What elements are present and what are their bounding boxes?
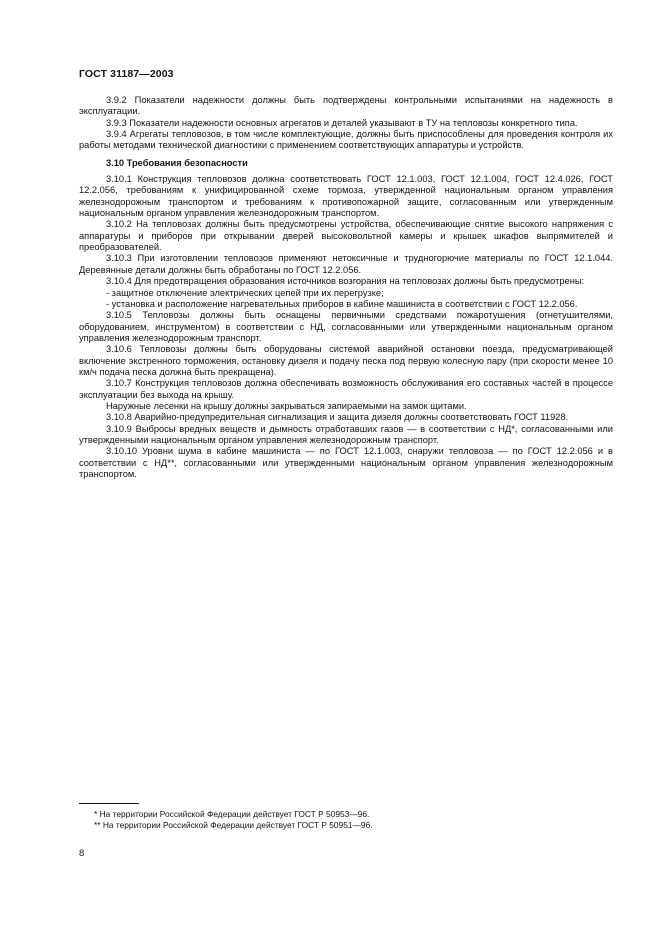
section-heading-3-10: 3.10 Требования безопасности [106, 157, 248, 168]
document-body [79, 95, 613, 480]
paragraph-3-10-3: 3.10.3 При изготовлении тепловозов применяют нетоксичные и трудногорючие материалы по ГОСТ 12.1.044. Деревянные детали должны быть обработаны по ГОСТ 12.2.056. [79, 253, 613, 275]
paragraph-3-10-1: 3.10.1 Конструкция тепловозов должна соответствовать ГОСТ 12.1.003, ГОСТ 12.1.004, ГОСТ 12.4.026, ГОСТ 12.2.056, требованиям к унифицированной схеме тормоза, утвержденной национальным органом управления железнодорожным транспортом и требованиям к противопожарной защите, согласованным или утвержденным национальным органом управления железнодорожным транспортом. [79, 174, 613, 219]
paragraph-3-10-2: 3.10.2 На тепловозах должны быть предусмотрены устройства, обеспечивающие снятие высокого напряжения с аппаратуры и приборов при открывании дверей высоковольтной камеры и крышек шкафов выпрямителей и преобразователей. [79, 219, 613, 253]
page-number: 8 [79, 848, 85, 859]
footnote-1: * На территории Российской Федерации действует ГОСТ Р 50953—96. [94, 809, 370, 819]
paragraph-3-9-3: 3.9.3 Показатели надежности основных агрегатов и деталей указывают в ТУ на тепловозы конкретного типа. [106, 117, 578, 128]
paragraph-3-10-8: 3.10.8 Аварийно-предупредительная сигнализация и защита дизеля должны соответствовать ГОСТ 11928. [106, 412, 569, 423]
paragraph-3-10-4: 3.10.4 Для предотвращения образования источников возгорания на тепловозах должны быть предусмотрены: [106, 276, 585, 287]
paragraph-3-10-5: 3.10.5 Тепловозы должны быть оснащены первичными средствами пожаротушения (огнетушителями, оборудованием, инструментом) в соответствии с НД, согласованными или утвержденными национальным органом управления железнодорожным транспорт. [79, 310, 613, 343]
paragraph-3-10-10: 3.10.10 Уровни шума в кабине машиниста — по ГОСТ 12.1.003, снаружи тепловоза — по ГОСТ 12.2.056 и в соответствии с НД**, согласованными или утвержденными национальным органом управления железнодорожным транспортом. [79, 446, 613, 479]
list-item: - защитное отключение электрических цепей при их перегрузке; [106, 287, 384, 298]
footnotes [79, 809, 613, 832]
paragraph-3-9-2: 3.9.2 Показатели надежности должны быть подтверждены контрольными испытаниями на надежность в эксплуатации. [79, 95, 613, 117]
footnote-divider [79, 803, 139, 804]
paragraph-3-9-4: 3.9.4 Агрегаты тепловозов, в том числе комплектующие, должны быть приспособлены для проведения контроля их работы методами технической диагностики с применением соответствующих аппаратуры и устройств. [79, 129, 613, 151]
footnote-2: ** На территории Российской Федерации действует ГОСТ Р 50951—96. [94, 820, 373, 831]
paragraph-3-10-6: 3.10.6 Тепловозы должны быть оборудованы системой аварийной остановки поезда, предусматривающей включение экстренного торможения, остановку дизеля и подачу песка под первую колесную пару (при скорости менее 10 км/ч подача песка должна быть прекращена). [79, 344, 613, 377]
document-header: ГОСТ 31187—2003 [79, 68, 174, 80]
paragraph-3-10-7-note: Наружные лесенки на крышу должны закрываться запираемыми на замок щитами. [106, 400, 467, 411]
list-item: - установка и расположение нагревательных приборов в кабине машиниста в соответствии с ГОСТ 12.2.056. [106, 298, 578, 309]
paragraph-3-10-9: 3.10.9 Выбросы вредных веществ и дымность отработавших газов — в соответствии с НД*, согласованными или утвержденными национальным органом управления железнодорожным транспорт. [79, 423, 613, 445]
paragraph-3-10-7: 3.10.7 Конструкция тепловозов должна обеспечивать возможность обслуживания его составных частей в процессе эксплуатации без выхода на крышу. [79, 378, 613, 400]
